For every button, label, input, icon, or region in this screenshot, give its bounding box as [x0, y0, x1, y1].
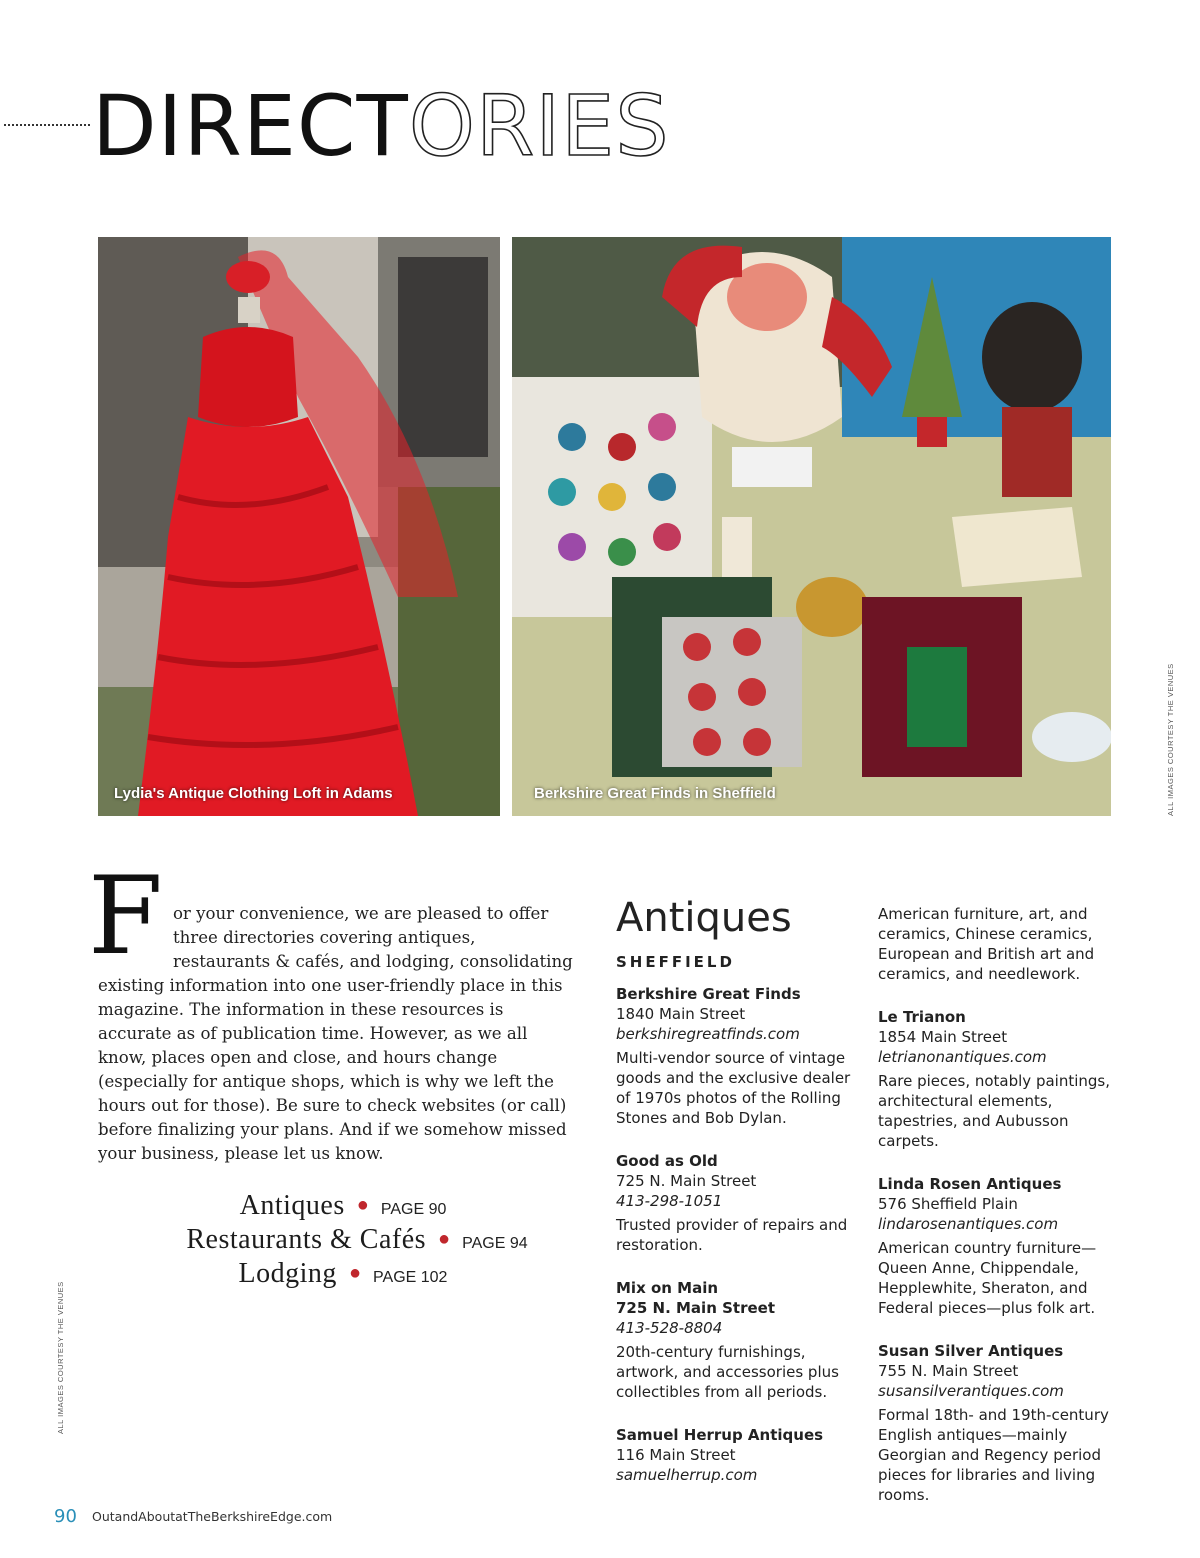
bullet-icon: ● — [356, 1194, 369, 1216]
listing-mix-on-main — [616, 1278, 856, 1402]
listing-address: 576 Sheffield Plain — [878, 1195, 1018, 1213]
bullet-icon: ● — [348, 1262, 362, 1284]
listing-address: 755 N. Main Street — [878, 1362, 1019, 1380]
listing-name: Samuel Herrup Antiques — [616, 1426, 824, 1444]
listing-website-link[interactable]: berkshiregreatfinds.com — [616, 1025, 800, 1043]
listing-description: Rare pieces, notably paintings, architectural elements, tapestries, and Aubusson carpets. — [878, 1072, 1111, 1150]
toc-page-label: PAGE 90 — [380, 1201, 447, 1218]
listing-name: Mix on Main — [616, 1279, 719, 1297]
listing-good-as-old — [616, 1151, 856, 1255]
listing-linda-rosen — [878, 1174, 1118, 1318]
listing-name: Berkshire Great Finds — [616, 985, 801, 1003]
listing-description: 20th-century furnishings, artwork, and accessories plus collectibles from all periods. — [616, 1343, 839, 1401]
listing-website-link[interactable]: samuelherrup.com — [616, 1466, 758, 1484]
directory-column-2 — [878, 904, 1118, 1528]
footer-url[interactable]: OutandAboutatTheBerkshireEdge.com — [92, 1509, 333, 1524]
toc-item-lodging[interactable] — [98, 1258, 588, 1290]
intro-paragraph — [88, 854, 576, 1166]
listing-phone-link[interactable]: 413-298-1051 — [616, 1192, 723, 1210]
directory-column-1 — [616, 892, 856, 1508]
listing-name: Linda Rosen Antiques — [878, 1175, 1062, 1193]
listing-phone-link[interactable]: 413-528-8804 — [616, 1319, 723, 1337]
photo-caption-right: Berkshire Great Finds in Sheffield — [534, 785, 776, 802]
toc-item-restaurants[interactable] — [112, 1224, 602, 1256]
title-dotted-rule — [4, 124, 90, 126]
page-number: 90 — [54, 1506, 77, 1527]
listing-susan-silver — [878, 1341, 1118, 1505]
photo-credit-right: ALL IMAGES COURTESY THE VENUES — [1166, 663, 1175, 816]
listing-address: 1854 Main Street — [878, 1028, 1008, 1046]
listing-address: 1840 Main Street — [616, 1005, 746, 1023]
page-title-solid: DIRECT — [92, 77, 409, 175]
photo-red-gown — [98, 237, 500, 816]
listing-address: 725 N. Main Street — [616, 1172, 757, 1190]
toc-section-label: Restaurants & Cafés — [186, 1224, 427, 1255]
listing-website-link[interactable]: susansilverantiques.com — [878, 1382, 1064, 1400]
listing-website-link[interactable]: letrianonantiques.com — [878, 1048, 1047, 1066]
intro-dropcap: F — [88, 854, 163, 979]
toc-section-label: Lodging — [238, 1258, 337, 1289]
listing-berkshire-great-finds — [616, 984, 856, 1128]
listing-website-link[interactable]: lindarosenantiques.com — [878, 1215, 1059, 1233]
listing-description: Trusted provider of repairs and restoration. — [616, 1216, 848, 1254]
listing-le-trianon — [878, 1007, 1118, 1151]
listing-continued-description: American furniture, art, and ceramics, Chinese ceramics, European and British art and ceramics, and needlework. — [878, 905, 1095, 983]
listing-address: 725 N. Main Street — [616, 1299, 775, 1317]
photo-christmas-display — [512, 237, 1111, 816]
photo-credit-left: ALL IMAGES COURTESY THE VENUES — [56, 1281, 65, 1434]
photo-caption-left: Lydia's Antique Clothing Loft in Adams — [114, 785, 393, 802]
bullet-icon: ● — [438, 1228, 451, 1250]
listing-address: 116 Main Street — [616, 1446, 736, 1464]
page-title-outline: ORIES — [408, 77, 670, 175]
toc-item-antiques[interactable] — [98, 1190, 588, 1222]
toc-page-label: PAGE 102 — [373, 1269, 448, 1286]
listing-name: Susan Silver Antiques — [878, 1342, 1064, 1360]
listing-description: American country furniture—Queen Anne, Chippendale, Hepplewhite, Sheraton, and Federal pieces—plus folk art. — [878, 1239, 1097, 1317]
listing-samuel-herrup — [616, 1425, 856, 1485]
listing-description: Multi-vendor source of vintage goods and the exclusive dealer of 1970s photos of the Rolling Stones and Bob Dylan. — [616, 1049, 851, 1127]
toc-section-label: Antiques — [239, 1190, 345, 1221]
directory-heading: Antiques — [616, 895, 792, 941]
listing-description: Formal 18th- and 19th-century English antiques—mainly Georgian and Regency period pieces for libraries and living rooms. — [878, 1406, 1109, 1504]
page-title — [92, 78, 670, 174]
directory-town: SHEFFIELD — [616, 953, 735, 971]
listing-name: Le Trianon — [878, 1008, 966, 1026]
toc-page-label: PAGE 94 — [462, 1235, 528, 1252]
listing-name: Good as Old — [616, 1152, 718, 1170]
intro-text: or your convenience, we are pleased to offer three directories covering antiques, restaurants & cafés, and lodging, consolidating existing information into one user-friendly place in this magazine. The information in these resources is accurate as of publication time. However, as we all know, places open and close, and hours change (especially for antique shops, which is why we left the hours out for those). Be sure to check websites (or call) before finalizing your plans. And if we somehow missed your business, please let us know. — [98, 904, 573, 1163]
